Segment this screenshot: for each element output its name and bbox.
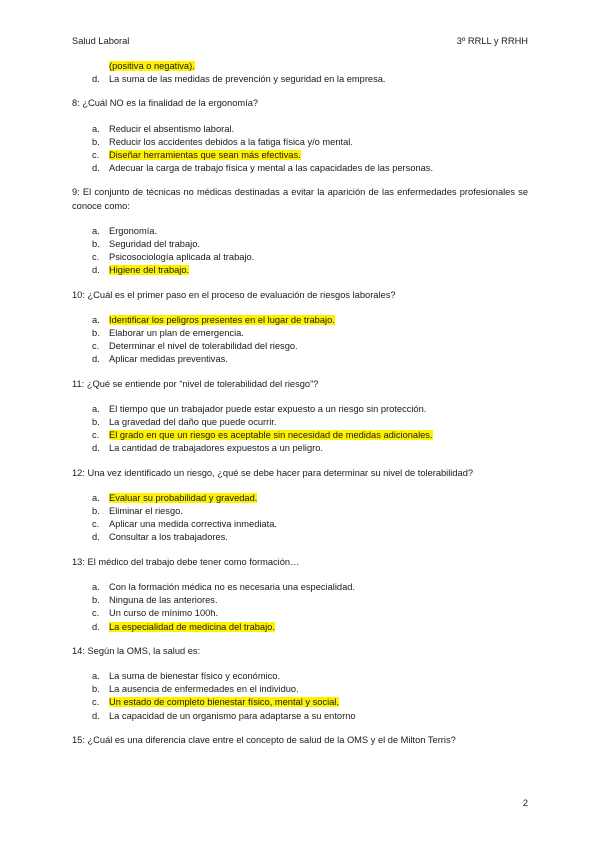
option-text: La suma de las medidas de prevención y seguridad en la empresa.	[109, 74, 386, 85]
option-letter: a.	[92, 225, 100, 236]
option-text: Reducir el absentismo laboral.	[109, 123, 235, 134]
option-text: Un curso de mínimo 100h.	[109, 608, 219, 619]
answer-option	[72, 225, 528, 238]
answer-option	[72, 696, 528, 709]
option-text: Aplicar una medida correctiva inmediata.	[109, 519, 277, 530]
header-degree: 3º RRLL y RRHH	[456, 36, 528, 46]
answer-option	[72, 251, 528, 264]
page-number: 2	[522, 798, 528, 808]
option-text: La cantidad de trabajadores expuestos a un peligro.	[109, 443, 323, 454]
option-letter: a.	[92, 314, 100, 325]
option-letter: b.	[92, 136, 100, 147]
option-text-highlighted: Identificar los peligros presentes en el lugar de trabajo.	[109, 314, 335, 325]
answer-option	[72, 123, 528, 136]
option-letter: a.	[92, 123, 100, 134]
option-letter: c.	[92, 341, 100, 352]
answer-option	[72, 73, 528, 86]
option-text: Con la formación médica no es necesaria una especialidad.	[109, 581, 355, 592]
answer-option	[72, 340, 528, 353]
option-letter: a.	[92, 581, 100, 592]
answer-option	[72, 683, 528, 696]
option-text-highlighted: Evaluar su probabilidad y gravedad.	[109, 492, 258, 503]
question-text: 13: El médico del trabajo debe tener como formación…	[72, 556, 300, 567]
answer-option	[72, 60, 528, 73]
question-text: 11: ¿Qué se entiende por “nivel de tolerabilidad del riesgo”?	[72, 378, 319, 389]
option-letter: c.	[92, 252, 100, 263]
option-text-highlighted: La especialidad de medicina del trabajo.	[109, 621, 275, 632]
answer-option	[72, 442, 528, 455]
option-letter: b.	[92, 239, 100, 250]
page-header	[72, 36, 528, 50]
option-letter: c.	[92, 430, 100, 441]
answer-option	[72, 238, 528, 251]
answer-option	[72, 403, 528, 416]
answer-option	[72, 492, 528, 505]
answer-option	[72, 607, 528, 620]
option-letter: d.	[92, 710, 100, 721]
option-letter: d.	[92, 443, 100, 454]
option-letter: a.	[92, 403, 100, 414]
option-text: La gravedad del daño que puede ocurrir.	[109, 417, 277, 428]
option-text: Ergonomía.	[109, 225, 158, 236]
answer-option	[72, 531, 528, 544]
option-text-highlighted: Diseñar herramientas que sean más efectivas.	[109, 150, 301, 161]
option-letter: d.	[92, 532, 100, 543]
option-letter: c.	[92, 519, 100, 530]
question-text: 9: El conjunto de técnicas no médicas destinadas a evitar la aparición de las enfermedades profesionales se conoce como:	[72, 187, 528, 211]
option-letter: c.	[92, 150, 100, 161]
option-letter: c.	[92, 697, 100, 708]
question-text: 15: ¿Cuál es una diferencia clave entre el concepto de salud de la OMS y el de Milton Terris?	[72, 734, 456, 745]
option-text: El tiempo que un trabajador puede estar expuesto a un riesgo sin protección.	[109, 403, 427, 414]
option-text: Elaborar un plan de emergencia.	[109, 328, 244, 339]
option-letter: a.	[92, 670, 100, 681]
answer-option	[72, 518, 528, 531]
answer-option	[72, 136, 528, 149]
option-text: Aplicar medidas preventivas.	[109, 354, 228, 365]
option-letter: a.	[92, 492, 100, 503]
answer-option	[72, 162, 528, 175]
option-letter: b.	[92, 595, 100, 606]
document-body	[72, 60, 528, 759]
option-letter: b.	[92, 417, 100, 428]
option-letter: b.	[92, 328, 100, 339]
answer-option	[72, 710, 528, 723]
answer-option	[72, 149, 528, 162]
option-text: La capacidad de un organismo para adaptarse a su entorno	[109, 710, 356, 721]
option-letter: d.	[92, 354, 100, 365]
header-course: Salud Laboral	[72, 36, 130, 46]
option-text: Determinar el nivel de tolerabilidad del riesgo.	[109, 341, 298, 352]
option-letter: d.	[92, 74, 100, 85]
answer-option	[72, 621, 528, 634]
option-letter: d.	[92, 265, 100, 276]
option-text: Ninguna de las anteriores.	[109, 595, 218, 606]
answer-option	[72, 327, 528, 340]
option-letter: d.	[92, 621, 100, 632]
answer-option	[72, 416, 528, 429]
answer-option	[72, 505, 528, 518]
option-letter: b.	[92, 506, 100, 517]
answer-option	[72, 429, 528, 442]
answer-option	[72, 670, 528, 683]
option-text-highlighted: Un estado de completo bienestar físico, mental y social.	[109, 697, 339, 708]
answer-option	[72, 581, 528, 594]
answer-option	[72, 353, 528, 366]
option-text-highlighted: El grado en que un riesgo es aceptable sin necesidad de medidas adicionales.	[109, 430, 433, 441]
option-letter: d.	[92, 163, 100, 174]
option-letter: b.	[92, 684, 100, 695]
answer-option	[72, 264, 528, 277]
option-text-highlighted: (positiva o negativa).	[109, 61, 195, 71]
option-text: Adecuar la carga de trabajo física y mental a las capacidades de las personas.	[109, 163, 434, 174]
option-letter: c.	[92, 608, 100, 619]
option-text: Psicosociología aplicada al trabajo.	[109, 252, 255, 263]
option-text: Eliminar el riesgo.	[109, 506, 183, 517]
answer-option	[72, 314, 528, 327]
option-text: Consultar a los trabajadores.	[109, 532, 228, 543]
question-text: 8: ¿Cuál NO es la finalidad de la ergonomía?	[72, 98, 259, 109]
answer-option	[72, 594, 528, 607]
option-text: La ausencia de enfermedades en el individuo.	[109, 684, 299, 695]
question-text: 10: ¿Cuál es el primer paso en el proceso de evaluación de riesgos laborales?	[72, 289, 396, 300]
option-text-highlighted: Higiene del trabajo.	[109, 265, 190, 276]
question-text: 14: Según la OMS, la salud es:	[72, 645, 201, 656]
option-text: La suma de bienestar físico y económico.	[109, 670, 281, 681]
question-text: 12: Una vez identificado un riesgo, ¿qué se debe hacer para determinar su nivel de tolerabilidad?	[72, 467, 474, 478]
option-text: Reducir los accidentes debidos a la fatiga física y/o mental.	[109, 136, 353, 147]
option-text: Seguridad del trabajo.	[109, 239, 200, 250]
